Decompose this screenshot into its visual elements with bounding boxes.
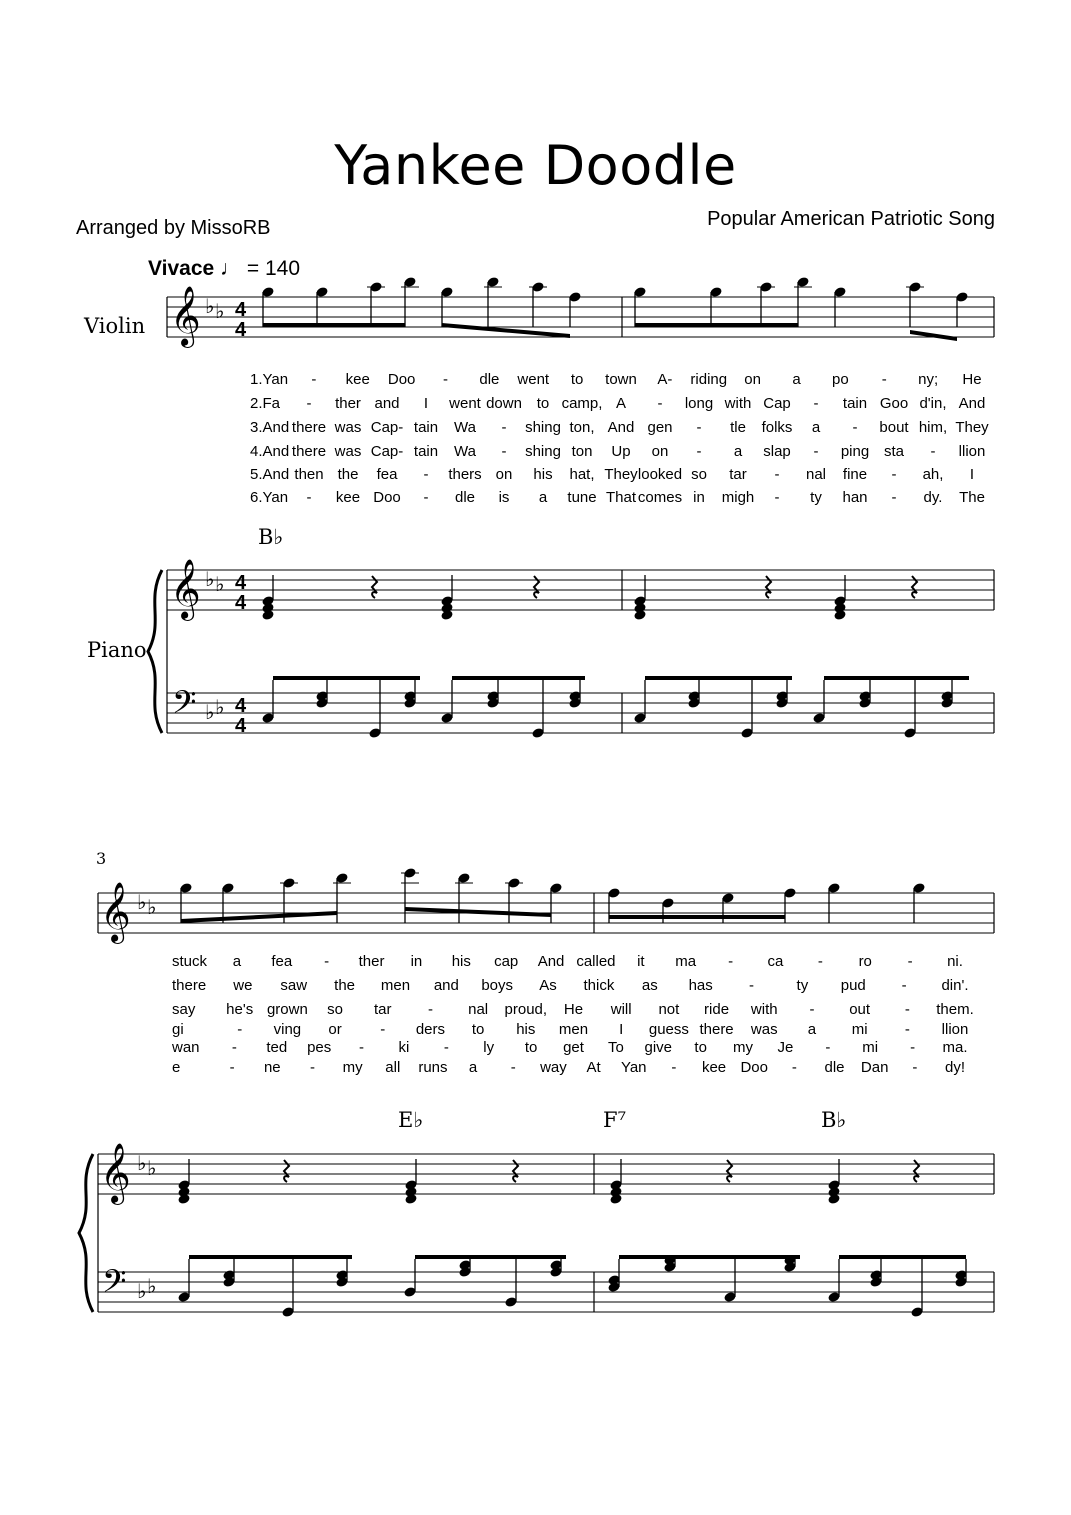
lyric-syllable: dle [824,1059,845,1076]
treble-clef-icon: 𝄞 [100,1143,131,1203]
lyric-syllable: camp, [561,395,603,412]
lyric-syllable: a [811,419,821,436]
flat-icon: ♭ [215,695,225,719]
lyric-syllable: - [910,1039,916,1056]
lyric-syllable: ki [398,1039,410,1056]
lyric-syllable: on [744,371,761,388]
lyric-syllable: 4.And [250,443,290,460]
lyric-syllable: a [468,1059,478,1076]
lyric-syllable: was [750,1021,778,1038]
lyric-syllable: d'in, [919,395,947,412]
lyric-syllable: ne [263,1059,281,1076]
beam [415,1255,566,1259]
lyric-syllable: shing [525,419,561,436]
lyric-syllable: - [813,443,819,460]
lyric-syllable: Je [777,1039,794,1056]
lyric-syllable: mi [862,1039,879,1056]
lyric-syllable: in [693,489,705,506]
lyric-syllable: ni. [947,953,963,970]
lyric-syllable: I [619,1021,624,1038]
time-signature-numerator: 4 [235,572,247,594]
lyric-syllable: Doo [387,371,416,388]
lyric-syllable: with [750,1001,778,1018]
lyric-syllable: - [306,395,312,412]
lyric-syllable: to [694,1039,707,1056]
beam [645,676,792,680]
lyric-syllable: tar [729,466,747,483]
lyric-syllable: will [610,1001,632,1018]
lyric-syllable: sta [883,443,905,460]
time-signature-denominator: 4 [235,592,247,614]
arranger-credit: Arranged by MissoRB [76,217,271,239]
treble-clef-icon: 𝄞 [170,559,201,619]
lyric-syllable: A [615,395,627,412]
lyric-syllable: - [309,1059,315,1076]
lyric-syllable: tain [842,395,868,412]
brace [79,1154,93,1312]
lyric-syllable: He [962,371,982,388]
time-signature-denominator: 4 [235,319,247,341]
lyric-syllable: slap [763,443,791,460]
lyric-syllable: Goo [879,395,909,412]
lyric-syllable: 1.Yan [250,371,289,388]
lyric-syllable: - [423,466,429,483]
lyric-syllable: - [881,371,887,388]
lyric-syllable: bout [879,419,909,436]
lyric-syllable: tain [413,443,439,460]
lyric-syllable: is [498,489,510,506]
lyric-syllable: he's [226,1001,254,1018]
lyric-syllable: din'. [941,977,969,994]
lyric-syllable: so [327,1001,343,1018]
lyric-syllable: Dan [860,1059,889,1076]
flat-icon: ♭ [215,299,225,323]
lyric-syllable: boys [481,977,514,994]
lyric-syllable: was [334,419,362,436]
lyric-syllable: called [576,953,616,970]
lyric-syllable: ma [675,953,697,970]
lyric-syllable: - [324,953,330,970]
lyric-syllable: ton, [569,419,595,436]
lyric-syllable: - [237,1021,243,1038]
lyric-syllable: - [696,419,702,436]
lyric-syllable: to [524,1039,538,1056]
lyric-syllable: the [334,977,356,994]
lyric-syllable: a [807,1021,817,1038]
lyric-syllable: ving [273,1021,302,1038]
lyric-syllable: - [380,1021,386,1038]
flat-icon: ♭ [147,1274,157,1298]
lyric-syllable: - [443,1039,449,1056]
lyric-syllable: ping [840,443,870,460]
lyric-syllable: Doo [740,1059,768,1076]
lyric-syllable: - [501,419,507,436]
lyric-syllable: a [792,371,801,388]
lyric-syllable: down [486,395,522,412]
lyric-syllable: - [657,395,663,412]
lyric-syllable: town [605,371,637,388]
flat-icon: ♭ [147,895,157,919]
beam [609,915,785,919]
chord-symbol: B♭ [821,1108,847,1132]
lyric-syllable: mi [851,1021,868,1038]
lyric-syllable: migh [721,489,755,506]
treble-clef-icon: 𝄞 [170,286,201,346]
lyric-syllable: fea [376,466,398,483]
lyric-syllable: - [904,1001,910,1018]
lyric-syllable: all [385,1059,401,1076]
lyric-syllable: men [380,977,411,994]
flat-icon: ♭ [137,1151,147,1175]
lyric-syllable: the [337,466,359,483]
lyric-syllable: Wa [454,443,476,460]
lyric-syllable: And [958,395,986,412]
beam [824,676,969,680]
lyric-syllable: ton [571,443,593,460]
lyric-syllable: ted [266,1039,288,1056]
quarter-rest [727,1160,732,1182]
lyric-syllable: ca [767,953,784,970]
lyric-syllable: riding [690,371,728,388]
quarter-rest [372,576,377,598]
lyric-syllable: dle [479,371,500,388]
lyric-syllable: there [291,443,327,460]
lyric-syllable: stuck [172,953,208,970]
lyric-syllable: - [427,1001,433,1018]
lyric-syllable: e [172,1059,181,1076]
lyric-syllable: his [516,1021,536,1038]
lyric-syllable: 6.Yan [250,489,289,506]
lyric-syllable: As [539,977,557,994]
quarter-rest [914,1160,919,1182]
lyric-syllable: - [311,371,317,388]
violin-label: Violin [84,314,146,338]
chord-symbol: F⁷ [603,1108,626,1132]
beam [910,330,957,341]
lyric-syllable: Cap- [370,419,404,436]
lyric-syllable: That [605,489,637,506]
chord-symbol: B♭ [258,525,284,549]
lyric-syllable: - [443,371,448,388]
lyric-syllable: runs [418,1059,448,1076]
lyric-syllable: 3.And [250,419,290,436]
flat-icon: ♭ [205,700,215,724]
lyric-syllable: A- [657,371,673,388]
piano-label: Piano [87,638,147,662]
lyric-syllable: a [232,953,242,970]
lyric-syllable: it [637,953,645,970]
lyric-syllable: fea [271,953,293,970]
lyric-syllable: ma. [942,1039,968,1056]
lyric-syllable: Doo [373,489,401,506]
lyric-syllable: in [410,953,423,970]
lyric-syllable: - [774,489,780,506]
lyric-syllable: comes [637,489,683,506]
lyric-syllable: - [774,466,780,483]
lyric-syllable: has [688,977,713,994]
lyric-syllable: - [912,1059,918,1076]
quarter-rest [284,1160,289,1182]
lyric-syllable: saw [280,977,308,994]
composer-credit: Popular American Patriotic Song [707,208,995,230]
lyric-syllable: out [849,1001,871,1018]
beam [619,1255,800,1259]
lyric-syllable: - [696,443,702,460]
lyric-syllable: 5.And [250,466,290,483]
flat-icon: ♭ [137,890,147,914]
flat-icon: ♭ [147,1156,157,1180]
beam [452,676,585,680]
lyric-syllable: - [359,1039,365,1056]
lyric-syllable: han [842,489,868,506]
quarter-rest [534,576,539,598]
beam [442,323,570,338]
lyric-syllable: - [891,489,897,506]
lyric-syllable: we [233,977,253,994]
lyric-syllable: tain [413,419,439,436]
lyric-syllable: gen [647,419,673,436]
lyric-syllable: - [728,953,734,970]
beam [405,907,551,917]
chord-symbol: E♭ [398,1108,424,1132]
lyric-syllable: - [749,977,755,994]
lyric-syllable: - [852,419,858,436]
lyric-syllable: dle [454,489,476,506]
quarter-rest [912,576,917,598]
lyric-syllable: shing [525,443,561,460]
lyric-syllable: then [294,466,324,483]
lyric-syllable: say [172,1001,196,1018]
lyric-syllable: kee [701,1059,727,1076]
lyric-syllable: - [510,1059,516,1076]
lyric-syllable: - [904,1021,910,1038]
bass-clef-icon: 𝄢 [172,684,197,728]
beam [189,1255,352,1259]
lyric-syllable: He [563,1001,584,1018]
lyric-syllable: get [563,1039,584,1056]
lyric-syllable: ride [704,1001,730,1018]
lyric-syllable: The [959,489,985,506]
lyric-syllable: ty [796,977,809,994]
lyric-syllable: - [891,466,897,483]
lyric-syllable: way [540,1059,567,1076]
lyric-syllable: gi [172,1021,184,1038]
lyric-syllable: - [907,953,913,970]
lyric-syllable: to [471,1021,485,1038]
lyric-syllable: his [451,953,471,970]
lyric-syllable: wan [172,1039,200,1056]
score-title: Yankee Doodle [334,134,737,197]
lyric-syllable: I [423,395,429,412]
lyric-syllable: tar [373,1001,392,1018]
lyric-syllable: llion [941,1021,969,1038]
quarter-rest [513,1160,518,1182]
lyric-syllable: llion [958,443,986,460]
lyric-syllable: there [291,419,327,436]
lyric-syllable: - [809,1001,815,1018]
time-signature-numerator: 4 [235,695,247,717]
lyric-syllable: my [342,1059,363,1076]
lyric-syllable: ther [358,953,385,970]
lyric-syllable: - [231,1039,237,1056]
lyric-syllable: grown [266,1001,308,1018]
lyric-syllable: Cap- [370,443,404,460]
quarter-note-icon: ♩ [220,257,242,280]
lyric-syllable: looked [637,466,683,483]
lyric-syllable: ders [415,1021,446,1038]
lyric-syllable: there [172,977,207,994]
beam [635,323,798,327]
lyric-syllable: him, [918,419,948,436]
lyric-syllable: kee [345,371,370,388]
lyric-syllable: Yan [620,1059,647,1076]
lyric-syllable: kee [335,489,361,506]
lyric-syllable: ah, [922,466,944,483]
lyric-syllable: po [832,371,849,388]
lyric-syllable: on [495,466,513,483]
lyric-syllable: nal [805,466,827,483]
lyric-syllable: Up [611,443,631,460]
lyric-syllable: not [658,1001,680,1018]
lyric-syllable: folks [761,419,793,436]
lyric-syllable: And [537,953,565,970]
lyric-syllable: - [423,489,429,506]
lyric-syllable: tle [730,419,746,436]
lyric-syllable: pud [840,977,866,994]
lyric-syllable: - [930,443,936,460]
beam [839,1255,966,1259]
lyric-syllable: - [671,1059,677,1076]
lyric-syllable: and [433,977,459,994]
lyric-syllable: - [501,443,507,460]
lyric-syllable: cap [494,953,519,970]
lyric-syllable: went [517,371,550,388]
lyric-syllable: And [607,419,635,436]
lyric-syllable: ro [858,953,872,970]
brace [148,570,162,733]
lyric-syllable: men [558,1021,589,1038]
lyric-syllable: a [538,489,548,506]
beam [263,323,405,327]
time-signature-numerator: 4 [235,299,247,321]
lyric-syllable: They [955,419,989,436]
lyric-syllable: long [684,395,714,412]
lyric-syllable: dy. [923,489,943,506]
lyric-syllable: Cap [763,395,791,412]
lyric-syllable: on [651,443,669,460]
lyric-syllable: ny; [918,371,939,388]
lyric-syllable: To [607,1039,624,1056]
lyric-syllable: them. [936,1001,974,1018]
bass-clef-icon: 𝄢 [102,1263,127,1307]
lyric-syllable: thick [583,977,615,994]
lyric-syllable: or [328,1021,342,1038]
lyric-syllable: proud, [504,1001,548,1018]
lyric-syllable: to [536,395,550,412]
lyric-syllable: dy! [944,1059,966,1076]
flat-icon: ♭ [205,294,215,318]
lyric-syllable: ther [335,395,361,412]
lyric-syllable: Wa [454,419,476,436]
lyric-syllable: with [724,395,752,412]
lyric-syllable: nal [468,1001,489,1018]
tempo-word: Vivace [148,257,215,280]
lyric-syllable: - [306,489,312,506]
lyric-syllable: ty [810,489,822,506]
lyric-syllable: At [586,1059,601,1076]
flat-icon: ♭ [137,1279,147,1303]
lyric-syllable: - [229,1059,235,1076]
flat-icon: ♭ [215,572,225,596]
lyric-syllable: - [813,395,819,412]
lyric-syllable: guess [648,1021,689,1038]
time-signature-denominator: 4 [235,715,247,737]
lyric-syllable: ly [483,1039,495,1056]
lyric-syllable: so [691,466,707,483]
tempo-value: = 140 [246,257,301,280]
lyric-syllable: give [644,1039,673,1056]
lyric-syllable: as [641,977,658,994]
lyric-syllable: fine [842,466,868,483]
lyric-syllable: I [969,466,975,483]
lyric-syllable: - [901,977,907,994]
beam [273,676,420,680]
lyric-syllable: 2.Fa [250,395,281,412]
lyric-syllable: my [733,1039,754,1056]
treble-clef-icon: 𝄞 [100,882,131,942]
lyric-syllable: his [533,466,553,483]
lyric-syllable: hat, [569,466,595,483]
lyric-syllable: went [449,395,481,412]
lyric-syllable: there [699,1021,734,1038]
lyric-syllable: to [570,371,584,388]
lyric-syllable: They [604,466,638,483]
lyric-syllable: - [817,953,823,970]
flat-icon: ♭ [205,567,215,591]
lyric-syllable: pes [307,1039,332,1056]
measure-number: 3 [96,849,107,868]
lyric-syllable: thers [448,466,482,483]
lyric-syllable: and [374,395,400,412]
lyric-syllable: - [791,1059,797,1076]
lyric-syllable: a [733,443,743,460]
lyric-syllable: tune [567,489,597,506]
lyric-syllable: was [334,443,362,460]
quarter-rest [766,576,771,598]
lyric-syllable: - [825,1039,831,1056]
